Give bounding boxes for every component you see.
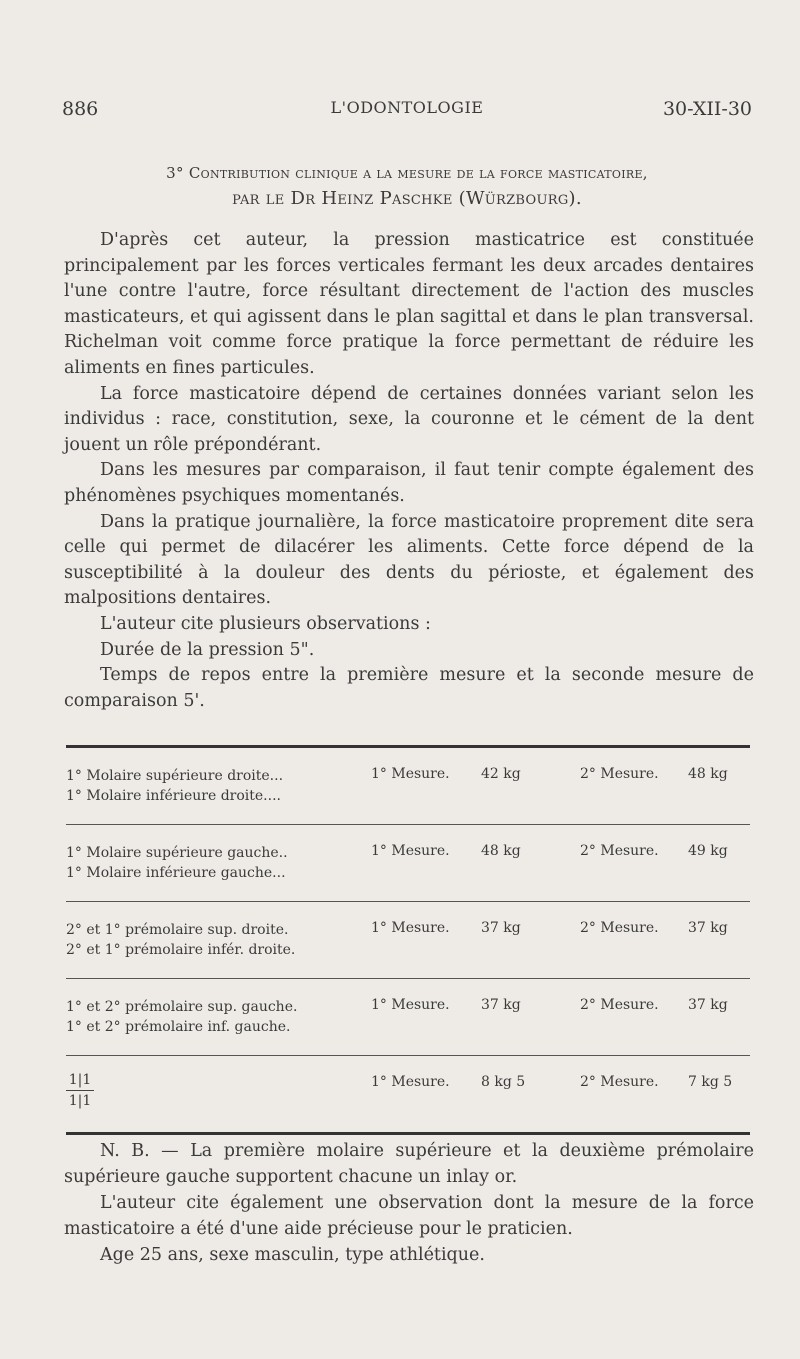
first-measure-value: 42 kg [481,766,521,782]
second-measure-label: 2° Mesure. [580,766,659,782]
second-measure-value: 7 kg 5 [688,1074,733,1090]
paragraph: L'auteur cite plusieurs observations : [100,613,431,634]
paragraph: N. B. — La première molaire supérieure et la deuxième prémolaire supérieure gauche supportent chacune un inlay or. [64,1141,754,1187]
tooth-label: 1° et 2° prémolaire inf. gauche. [66,1019,291,1035]
table-bottom-rule [66,1132,750,1135]
second-measure-label: 2° Mesure. [580,920,659,936]
first-measure-label: 1° Mesure. [371,843,450,859]
article-byline: par le Dr Heinz Paschke (Würzbourg). [232,188,582,209]
teeth-cell [66,843,288,883]
tooth-label: 1° Molaire supérieure droite... [66,768,284,784]
first-measure-label: 1° Mesure. [371,920,450,936]
tooth-label: 2° et 1° prémolaire infér. droite. [66,942,296,958]
tooth-label: 1° Molaire inférieure droite.... [66,788,281,804]
second-measure-label: 2° Mesure. [580,843,659,859]
first-measure-value: 48 kg [481,843,521,859]
teeth-cell [66,997,297,1037]
issue-date: 30-XII-30 [662,98,752,120]
closing-notes [64,1138,754,1268]
table-row [66,748,750,824]
table-row [66,825,750,901]
paragraph: L'auteur cite également une observation dont la mesure de la force masticatoire a été d'une aide précieuse pour le praticien. [64,1193,754,1239]
paragraph: Durée de la pression 5". [100,639,315,660]
running-head [62,98,752,124]
body-text [64,228,754,714]
teeth-cell [66,766,283,806]
first-measure-label: 1° Mesure. [371,1074,450,1090]
first-measure-label: 1° Mesure. [371,766,450,782]
incisor-lower: 1|1 [68,1093,92,1109]
second-measure-value: 37 kg [688,997,728,1013]
tooth-label: 2° et 1° prémolaire sup. droite. [66,922,289,938]
tooth-label: 1° Molaire supérieure gauche.. [66,845,288,861]
paragraph: La force masticatoire dépend de certaines données variant selon les individus : race, constitution, sexe, la couronne et le cément de la dent jouent un rôle prépondérant. [64,383,754,455]
tooth-label: 1° Molaire inférieure gauche... [66,865,286,881]
first-measure-value: 37 kg [481,920,521,936]
paragraph: Age 25 ans, sexe masculin, type athlétique. [100,1245,485,1265]
second-measure-value: 49 kg [688,843,728,859]
table-row-incisors [66,1056,750,1132]
incisor-upper: 1|1 [66,1070,94,1091]
second-measure-value: 37 kg [688,920,728,936]
paragraph: D'après cet auteur, la pression masticatrice est constituée principalement par les forces verticales fermant les deux arcades dentaires l'une contre l'autre, force résultant directement de l'action des muscles masticateurs, et qui agissent dans le plan sagittal et dans le plan transversal. Richelman voit comme force pratique la force permettant de réduire les aliments en fines particules. [64,230,754,378]
incisor-fraction [66,1070,94,1111]
paragraph: Dans les mesures par comparaison, il faut tenir compte également des phénomènes psychiques momentanés. [64,460,754,506]
paragraph: Dans la pratique journalière, la force masticatoire proprement dite sera celle qui permet de dilacérer les aliments. Cette force dépend de la susceptibilité à la douleur des dents du périoste, et également des malpositions dentaires. [64,511,754,609]
first-measure-value: 37 kg [481,997,521,1013]
page-number: 886 [62,98,99,120]
article-heading [60,160,754,212]
paragraph: Temps de repos entre la première mesure et la seconde mesure de comparaison 5'. [64,665,754,711]
journal-title: L'ODONTOLOGIE [330,98,484,117]
second-measure-label: 2° Mesure. [580,997,659,1013]
second-measure-label: 2° Mesure. [580,1074,659,1090]
first-measure-label: 1° Mesure. [371,997,450,1013]
teeth-cell [66,920,295,960]
first-measure-value: 8 kg 5 [481,1074,526,1090]
article-title: 3° Contribution clinique a la mesure de la force masticatoire, [166,164,648,182]
table-row [66,902,750,978]
tooth-label: 1° et 2° prémolaire sup. gauche. [66,999,298,1015]
measurement-table [66,745,750,1135]
table-row [66,979,750,1055]
second-measure-value: 48 kg [688,766,728,782]
